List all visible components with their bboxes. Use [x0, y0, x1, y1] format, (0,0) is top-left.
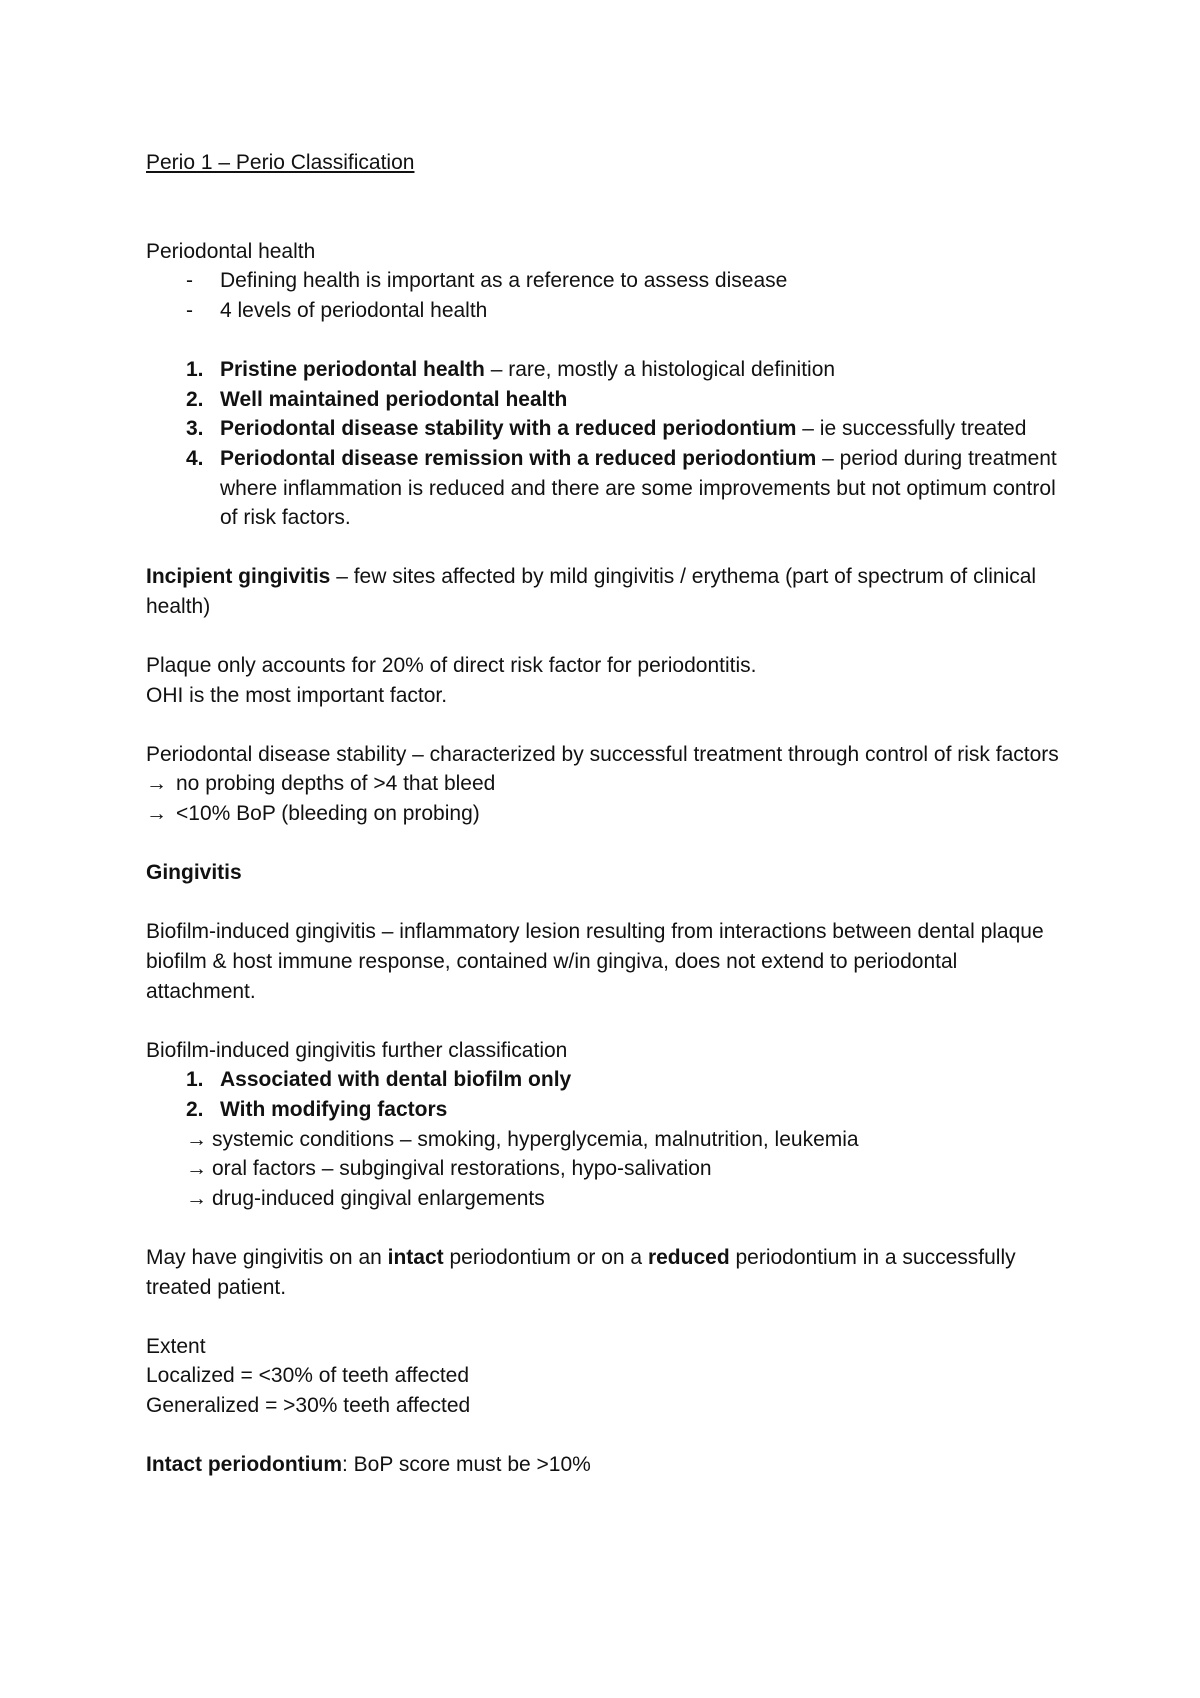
spacer: [146, 533, 1066, 563]
arrow-point: [146, 769, 1066, 799]
arrow-point-text: systemic conditions – smoking, hyperglycemia, malnutrition, leukemia: [212, 1127, 859, 1151]
document-page: [146, 148, 1066, 1480]
right-arrow-icon: →: [186, 1186, 207, 1210]
section-heading-periodontal-health: Periodontal health: [146, 239, 316, 263]
right-arrow-icon: →: [186, 1127, 207, 1151]
list-item: [146, 266, 1066, 296]
plaque-line: Plaque only accounts for 20% of direct risk factor for periodontitis.: [146, 654, 757, 678]
health-bullet-list: [146, 266, 1066, 325]
spacer: [146, 622, 1066, 652]
arrow-point: [146, 1154, 1066, 1184]
level-description: – ie successfully treated: [796, 417, 1027, 441]
level-description: – rare, mostly a histological definition: [484, 358, 836, 382]
arrow-point-text: drug-induced gingival enlargements: [212, 1186, 545, 1210]
localized-line: Localized = <30% of teeth affected: [146, 1364, 470, 1388]
arrow-point: [146, 799, 1066, 829]
gingivitis-heading-text: Gingivitis: [146, 861, 242, 885]
emphasis-intact: intact: [387, 1245, 444, 1269]
list-item-text: Associated with dental biofilm only: [220, 1068, 572, 1092]
list-number: 2.: [186, 387, 204, 411]
list-item: [146, 444, 1066, 533]
extent-heading: Extent: [146, 1334, 206, 1358]
spacer: [146, 1302, 1066, 1332]
arrow-point-text: no probing depths of >4 that bleed: [176, 772, 496, 796]
biofilm-definition-paragraph: Biofilm-induced gingivitis – inflammatory lesion resulting from interactions between dental plaque biofilm & host immune response, contained w/in gingiva, does not extend to periodontal attachment.: [146, 920, 1044, 1003]
arrow-point: [146, 1125, 1066, 1155]
emphasis-reduced: reduced: [647, 1245, 730, 1269]
text-run: periodontium in a successfully treated patient.: [146, 1245, 1016, 1299]
list-item: [146, 1095, 1066, 1125]
text-run: periodontium or on a: [443, 1245, 648, 1269]
right-arrow-icon: →: [146, 802, 167, 826]
definition: : BoP score must be >10%: [342, 1453, 591, 1477]
list-item: [146, 355, 1066, 385]
level-title: Periodontal disease stability with a reduced periodontium: [220, 417, 797, 441]
term: Intact periodontium: [146, 1453, 342, 1477]
arrow-point-text: <10% BoP (bleeding on probing): [176, 802, 480, 826]
dash-bullet: -: [186, 298, 193, 322]
spacer: [146, 326, 1066, 356]
list-number: 2.: [186, 1098, 204, 1121]
list-item: [146, 296, 1066, 326]
list-item: [146, 385, 1066, 415]
further-classification-list: [146, 1065, 1066, 1124]
list-item-text: Defining health is important as a reference to assess disease: [220, 269, 788, 293]
level-description: – period during treatment where inflammation is reduced and there are some improvements but not optimum control of risk factors.: [220, 446, 1057, 530]
incipient-gingivitis-paragraph: [146, 562, 1066, 621]
spacer: [146, 710, 1066, 740]
definition: – few sites affected by mild gingivitis / erythema (part of spectrum of clinical health): [146, 565, 1037, 618]
list-item-text: With modifying factors: [220, 1098, 448, 1121]
spacer: [146, 829, 1066, 859]
text-run: May have gingivitis on an: [146, 1245, 388, 1269]
list-item: [146, 1065, 1066, 1095]
spacer: [146, 1421, 1066, 1451]
list-number: 1.: [186, 358, 204, 382]
right-arrow-icon: →: [186, 1157, 207, 1181]
right-arrow-icon: →: [146, 772, 167, 796]
stability-paragraph: Periodontal disease stability – characterized by successful treatment through control of risk factors: [146, 742, 1059, 766]
arrow-point: [146, 1184, 1066, 1214]
may-have-gingivitis-paragraph: [146, 1243, 1066, 1302]
list-number: 3.: [186, 417, 204, 441]
level-title: Periodontal disease remission with a reduced periodontium: [220, 446, 817, 470]
level-title: Well maintained periodontal health: [220, 387, 568, 411]
level-title: Pristine periodontal health: [220, 358, 485, 382]
arrow-point-text: oral factors – subgingival restorations, hypo-salivation: [212, 1157, 712, 1181]
health-levels-list: [146, 355, 1066, 533]
spacer: [146, 1213, 1066, 1243]
list-number: 4.: [186, 446, 204, 470]
list-item-text: 4 levels of periodontal health: [220, 298, 488, 322]
term: Incipient gingivitis: [146, 565, 331, 589]
dash-bullet: -: [186, 269, 193, 293]
generalized-line: Generalized = >30% teeth affected: [146, 1393, 471, 1417]
list-item: [146, 414, 1066, 444]
spacer: [146, 178, 1066, 237]
spacer: [146, 888, 1066, 918]
section-heading-gingivitis: [146, 858, 1066, 888]
further-classification-heading: Biofilm-induced gingivitis further classification: [146, 1038, 568, 1062]
page-title: Perio 1 – Perio Classification: [146, 151, 415, 174]
intact-periodontium-line: [146, 1450, 1066, 1480]
ohi-line: OHI is the most important factor.: [146, 683, 448, 707]
spacer: [146, 1006, 1066, 1036]
list-number: 1.: [186, 1068, 204, 1092]
